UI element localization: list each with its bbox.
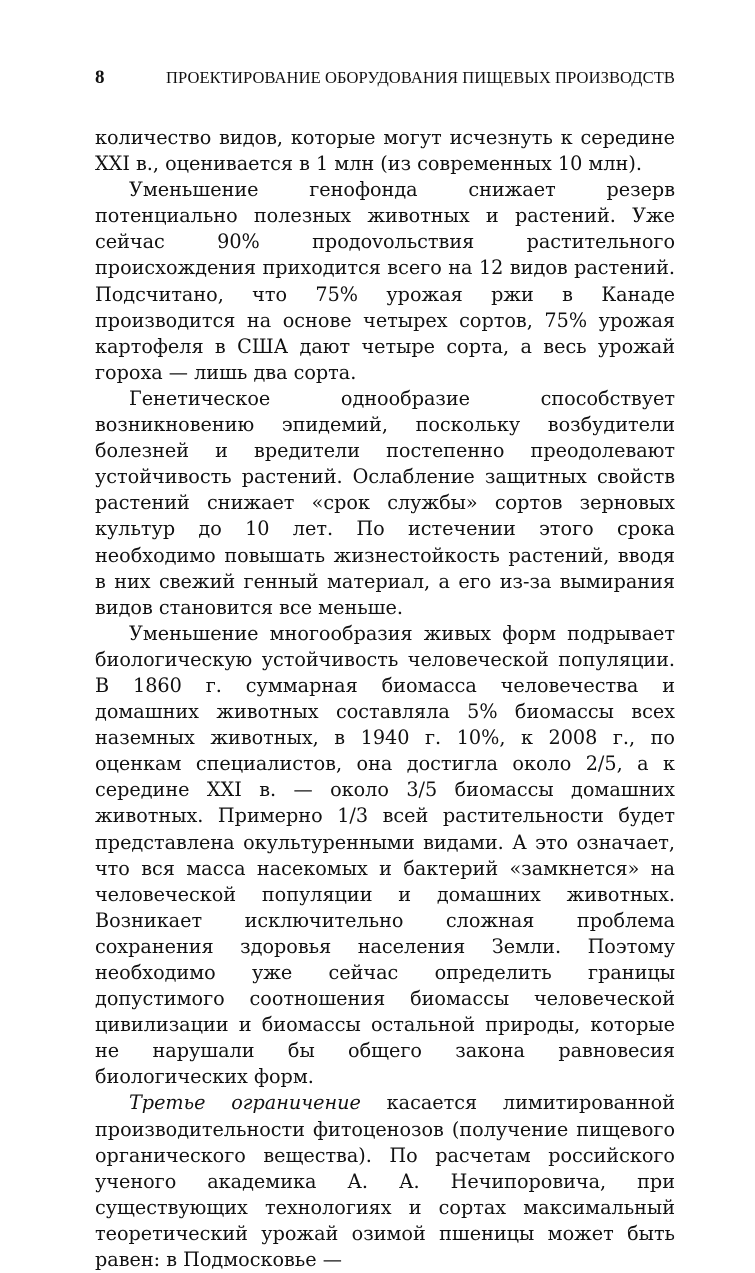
page-number: 8 (95, 67, 105, 88)
running-head (95, 66, 675, 92)
paragraph-continuation: количество видов, которые могут исчезнуть к середине XXI в., оцениваетcя в 1 млн (из современных 10 млн). (95, 126, 675, 176)
paragraph-third-limitation-text: касается лимитированной производительности фитоценозов (получение пищевого органического вещества). По расчетам российского ученого академика А. А. Нечипоровича, при существующих технологиях и сортах максимальный теоретический урожай озимой пшеницы может быть равен: в Подмосковье — (95, 1091, 676, 1272)
paragraph-genetic-uniformity: Генетическое однообразие способствует возникновению эпидемий, поскольку возбудители болезней и вредители постепенно преодолевают устойчивость растений. Ослабление защитных свойств растений снижает «срок службы» сортов зерновых культур до 10 лет. По истечении этого срока необходимо повышать жизнестойкость растений, вводя в них свежий генный материал, а его из-за вымирания видов становится все меньше. (95, 386, 675, 619)
paragraph-third-limitation (95, 1090, 675, 1273)
body-text (95, 125, 675, 1273)
italic-term: Третье ограничение (129, 1091, 361, 1115)
paragraph-genepool: Уменьшение генофонда снижает резерв потенциально полезных животных и растений. Уже сейчас 90% продоvольствия растительного происхождения приходится всего на 12 видов растений. Подсчитано, что 75% урожая ржи в Канаде производится на основе четырех сортов, 75% урожая картофеля в США дают четыре сорта, а весь урожай гороха — лишь два сорта. (95, 178, 675, 384)
book-page (95, 66, 676, 1272)
running-head-title: ПРОЕКТИРОВАНИЕ ОБОРУДОВАНИЯ ПИЩЕВЫХ ПРОИЗВОДСТВ (165, 68, 675, 87)
paragraph-biomass: Уменьшение многообразия живых форм подрывает биологическую устойчивость человеческой популяции. В 1860 г. суммарная биомасса человечества и домашних животных составляла 5% биомассы всех наземных животных, в 1940 г. 10%, к 2008 г., по оценкам специалистов, она достигла около 2/5, а к середине XXI в. — около 3/5 биомассы домашних животных. Примерно 1/3 всей растительности будет представлена окультуренными видами. А это означает, что вся масса насекомых и бактерий «замкнется» на человеческой популяции и домашних животных. Возникает исключительно сложная проблема сохранения здоровья населения Земли. Поэтому необходимо уже сейчас определить границы допустимого соотношения биомассы человеческой цивилизации и биомассы остальной природы, которые не нарушали бы общего закона равновесия биологических форм. (95, 621, 675, 1089)
